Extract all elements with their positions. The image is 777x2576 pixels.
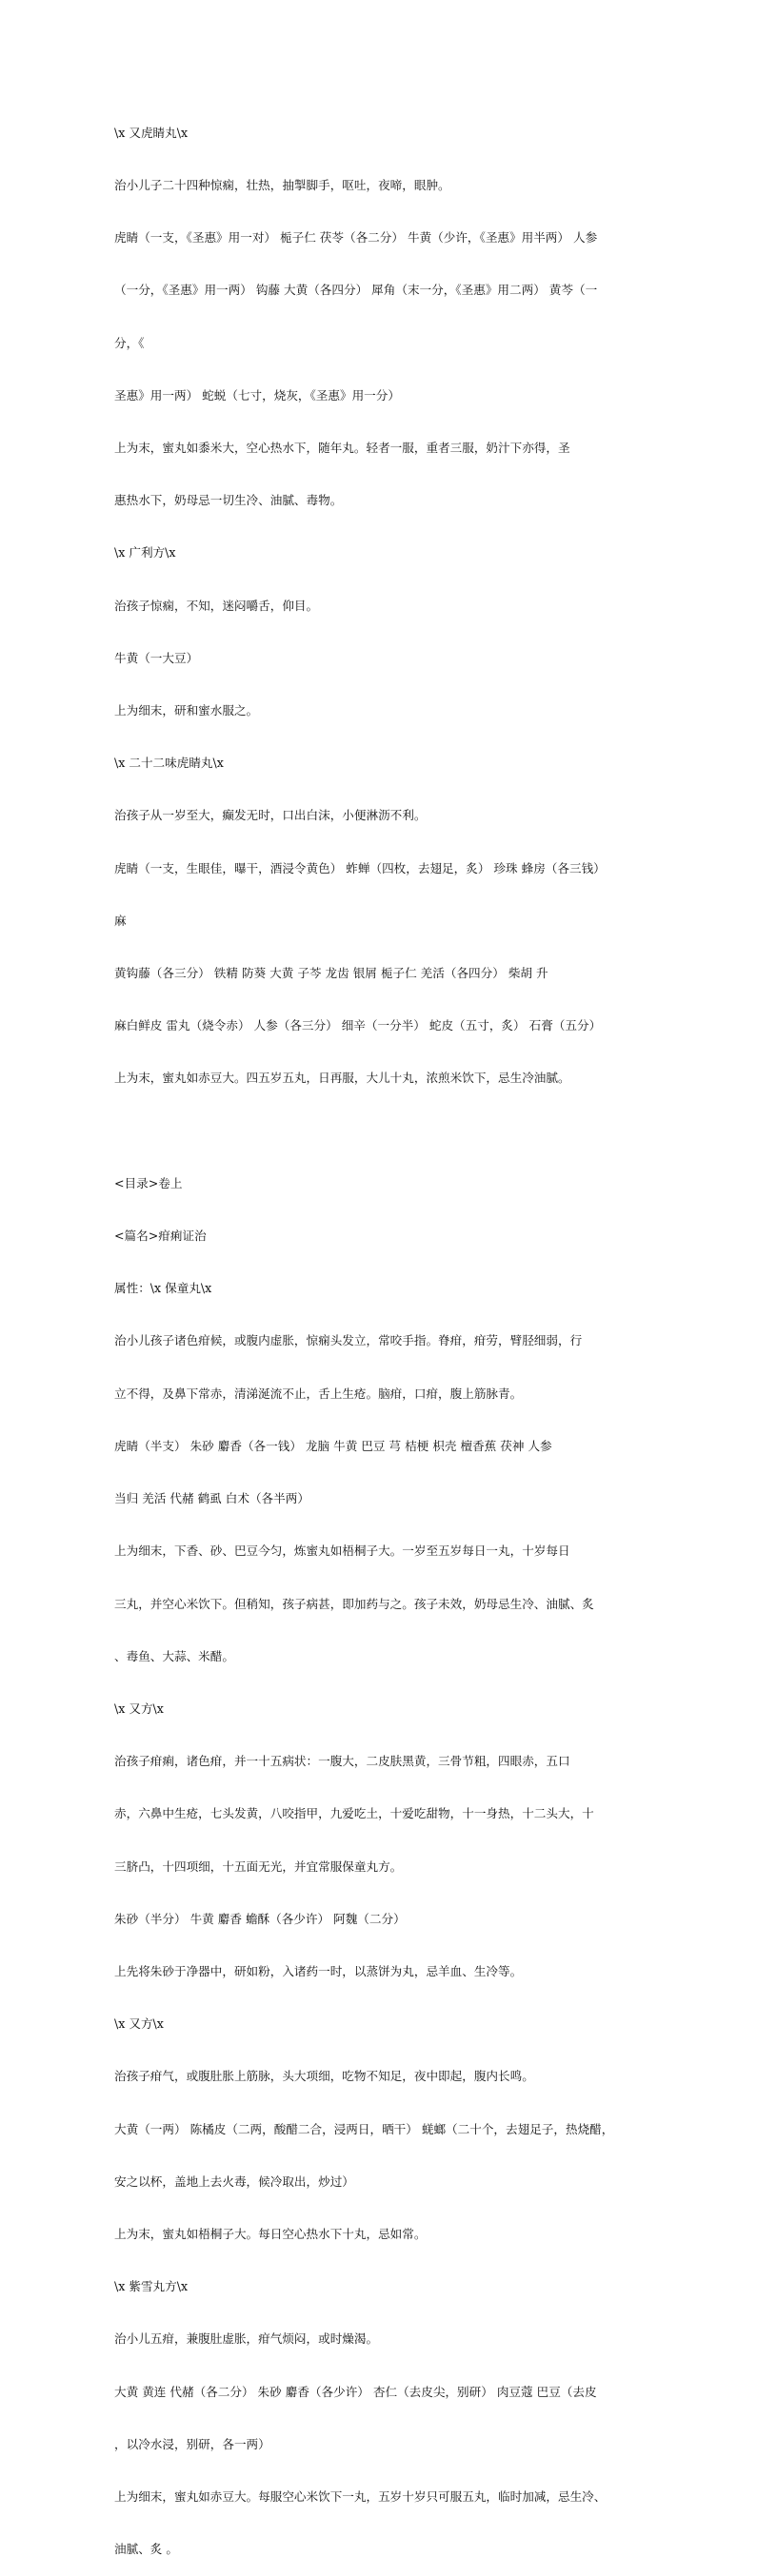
text-line: 治小儿五疳，兼腹肚虚胀，疳气烦闷，或时燥渴。 [114, 2331, 379, 2347]
text-line: 治孩子惊痫，不知，迷闷嚼舌，仰目。 [114, 598, 319, 613]
text-line: \x 紫雪丸方\x [114, 2279, 189, 2294]
text-line: \x 二十二味虎睛丸\x [114, 756, 224, 771]
text-line: 、毒鱼、大蒜、米醋。 [114, 1648, 234, 1663]
text-line: 治孩子疳痢，诸色疳，并一十五病状：一腹大，二皮肤黑黄，三骨节粗，四眼赤，五口 [114, 1754, 570, 1769]
text-line: 麻 [114, 913, 127, 928]
text-line: 治小儿孩子诸色疳候，或腹内虚胀，惊痫头发立，常咬手指。脊疳，疳劳，臂胫细弱，行 [114, 1333, 583, 1348]
text-line: 圣惠》用一两） 蛇蜕（七寸，烧灰，《圣惠》用一分） [114, 387, 400, 403]
text-line: 三脐凸，十四项细，十五面无光，并宜常服保童丸方。 [114, 1858, 403, 1874]
text-line: \x 又方\x [114, 2016, 164, 2032]
text-line: 朱砂（半分） 牛黄 麝香 蟾酥（各少许） 阿魏（二分） [114, 1911, 406, 1926]
text-line: 牛黄（一大豆） [114, 650, 199, 665]
text-line: 上为末，蜜丸如赤豆大。四五岁五丸，日再服，大儿十丸，浓煎米饮下，忌生冷油腻。 [114, 1071, 570, 1086]
text-line: 黄钩藤（各三分） 铁精 防葵 大黄 子芩 龙齿 银屑 栀子仁 羌活（各四分） 柴胡 升 [114, 966, 548, 981]
text-line: 上为细末，研和蜜水服之。 [114, 703, 259, 718]
text-line: \x 又方\x [114, 1701, 164, 1716]
text-line: 虎睛（一支，《圣惠》用一对） 栀子仁 茯苓（各二分） 牛黄（少许，《圣惠》用半两） 人参 [114, 230, 598, 246]
text-line: 上为末，蜜丸如梧桐子大。每日空心热水下十丸，忌如常。 [114, 2226, 427, 2241]
text-line: 分，《 [114, 335, 145, 350]
text-line: 治小儿子二十四种惊痫，壮热，抽掣脚手，呕吐，夜啼，眼肿。 [114, 178, 450, 193]
text-line: 大黄（一两） 陈橘皮（二两，酸醋二合，浸两日，晒干） 蜣螂（二十个，去翅足子，热烧醋， [114, 2121, 614, 2136]
text-line: 上为末，蜜丸如黍米大，空心热水下，随年丸。轻者一服，重者三服，奶汁下亦得，圣 [114, 441, 570, 456]
text-line: 立不得，及鼻下常赤，清涕涎流不止，舌上生疮。脑疳，口疳，腹上筋脉青。 [114, 1386, 523, 1401]
text-line: （一分，《圣惠》用一两） 钩藤 大黄（各四分） 犀角（末一分，《圣惠》用二两） 黄芩（一 [114, 283, 598, 298]
text-line: 三丸，并空心米饮下。但稍知，孩子病甚，即加药与之。孩子未效，奶母忌生冷、油腻、炙 [114, 1596, 594, 1611]
text-line: 油腻、炙 。 [114, 2542, 178, 2557]
text-line: 惠热水下，奶母忌一切生冷、油腻、毒物。 [114, 493, 343, 508]
text-line: 安之以杯，盖地上去火毒，候冷取出，炒过） [114, 2173, 354, 2189]
text-line: 大黄 黄连 代赭（各二分） 朱砂 麝香（各少许） 杏仁（去皮尖，别研） 肉豆蔻 巴豆（去皮 [114, 2384, 597, 2399]
text-line: 上为细末，下香、砂、巴豆今匀，炼蜜丸如梧桐子大。一岁至五岁每日一丸，十岁每日 [114, 1544, 570, 1559]
text-line: 治孩子从一岁至大，癫发无时，口出白沫，小便淋沥不利。 [114, 808, 427, 823]
text-line: 赤，六鼻中生疮，七头发黄，八咬指甲，九爱吃土，十爱吃甜物，十一身热，十二头大，十 [114, 1806, 594, 1821]
text-line: 虎睛（一支，生眼佳，曝干，酒浸令黄色） 蚱蝉（四枚，去翅足，炙） 珍珠 蜂房（各三钱） [114, 860, 606, 875]
text-line: 麻白鲜皮 雷丸（烧令赤） 人参（各三分） 细辛（一分半） 蛇皮（五寸，炙） 石膏（五分） [114, 1018, 602, 1033]
text-line: 属性：\x 保童丸\x [114, 1281, 212, 1296]
text-line: <目录>卷上 [114, 1175, 183, 1190]
text-line: <篇名>疳痢证治 [114, 1229, 207, 1244]
text-line: 治孩子疳气，或腹肚胀上筋脉，头大项细，吃物不知足，夜中即起，腹内长鸣。 [114, 2069, 534, 2084]
text-line: 当归 羌活 代赭 鹤虱 白术（各半两） [114, 1491, 309, 1506]
text-line: \x 广利方\x [114, 545, 176, 560]
text-line: 上为细末，蜜丸如赤豆大。每服空心米饮下一丸，五岁十岁只可服五丸，临时加减，忌生冷、 [114, 2488, 607, 2504]
blank-line [114, 1123, 667, 1140]
text-line: 虎睛（半支） 朱砂 麝香（各一钱） 龙脑 牛黄 巴豆 芎 桔梗 枳壳 檀香蕉 茯神 人参 [114, 1438, 552, 1453]
text-line: 上先将朱砂于净器中，研如粉，入诸药一时，以蒸饼为丸，忌羊血、生冷等。 [114, 1963, 523, 1978]
document-body [114, 89, 667, 2576]
text-line: ，以冷水浸，别研，各一两） [114, 2436, 270, 2451]
text-line: \x 又虎睛丸\x [114, 125, 189, 140]
